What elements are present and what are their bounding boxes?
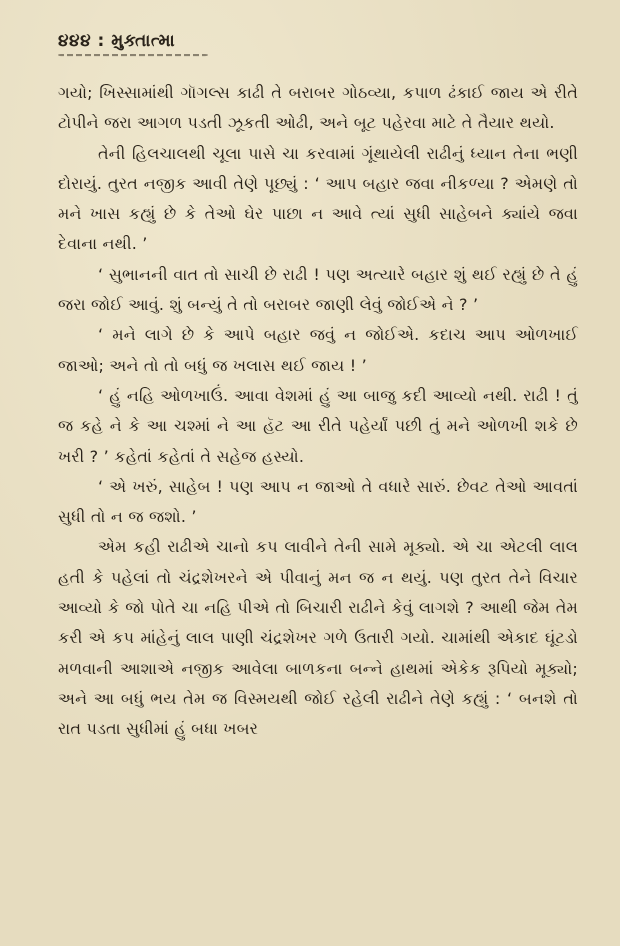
running-header: [58, 30, 175, 52]
paragraph: ગયો; ખિસ્સામાંથી ગૉગલ્સ કાઢી તે બરાબર ગોઠવ્યા, કપાળ ઢંકાઈ જાય એ રીતે ટોપીને જરા આગળ પડતી ઝૂકતી ઓઢી, અને બૂટ પહેરવા માટે તે તૈયાર થયો.: [58, 83, 578, 133]
header-wavy-rule: [58, 54, 208, 56]
paragraph: ‘ મને લાગે છે કે આપે બહાર જવું ન જોઈએ. કદાચ આપ ઓળખાઈ જાઓ; અને તો તો બધું જ ખલાસ થઈ જાય ! ’: [58, 325, 578, 375]
paragraph: ‘ એ ખરું, સાહેબ ! પણ આપ ન જાઓ તે વધારે સારું. છેવટ તેઓ આવતાં સુધી તો ન જ જશો. ’: [58, 476, 578, 527]
paragraph: ‘ સુભાનની વાત તો સાચી છે રાઢી ! પણ અત્યારે બહાર શું થઈ રહ્યું છે તે હું જરા જોઈ આવું. શું બન્યું તે તો બરાબર જાણી લેવું જોઈએ ને ? ’: [58, 264, 578, 315]
header-separator: :: [97, 31, 105, 51]
paragraph: ‘ હું નહિ ઓળખાઉં. આવા વેશમાં હું આ બાજુ કદી આવ્યો નથી. રાઢી ! તું જ કહે ને કે આ ચશ્માં ને આ હૅટ આ રીતે પહેર્યાં પછી તું મને ઓળખી શકે છે ખરી ? ’ કહેતાં કહેતાં તે સહેજ હસ્યો.: [58, 385, 578, 466]
page-number: ૪૪૪: [58, 31, 92, 51]
paragraph: એમ કહી રાઢીએ ચાનો કપ લાવીને તેની સામે મૂક્યો. એ ચા એટલી લાલ હતી કે પહેલાં તો ચંદ્રશેખરને એ પીવાનું મન જ ન થયું. પણ તુરત તેને વિચાર આવ્યો કે જો પોતે ચા નહિ પીએ તો બિચારી રાઢીને કેવું લાગશે ? આથી જેમ તેમ કરી એ કપ માંહેનું લાલ પાણી ચંદ્રશેખર ગળે ઉતારી ગયો. ચામાંથી એકાદ ઘૂંટડો મળવાની આશાએ નજીક આવેલા બાળકના બન્ને હાથમાં એકેક રૂપિયો મૂક્યો; અને આ બધું ભય તેમ જ વિસ્મયથી જોઈ રહેલી રાઢીને તેણે કહ્યું : ‘ બનશે તો રાત પડતા સુધીમાં હું બધા ખબર: [58, 537, 578, 739]
page-body: [58, 78, 578, 745]
paragraph: તેની હિલચાલથી ચૂલા પાસે ચા કરવામાં ગૂંથાયેલી રાઢીનું ધ્યાન તેના ભણી દોરાયું. તુરત નજીક આવી તેણે પૂછ્યું : ‘ આપ બહાર જવા નીકળ્યા ? એમણે તો મને ખાસ કહ્યું છે કે તેઓ ઘેર પાછા ન આવે ત્યાં સુધી સાહેબને ક્યાંયે જવા દેવાના નથી. ’: [58, 143, 578, 254]
book-title: મુક્તાત્મા: [111, 31, 176, 51]
